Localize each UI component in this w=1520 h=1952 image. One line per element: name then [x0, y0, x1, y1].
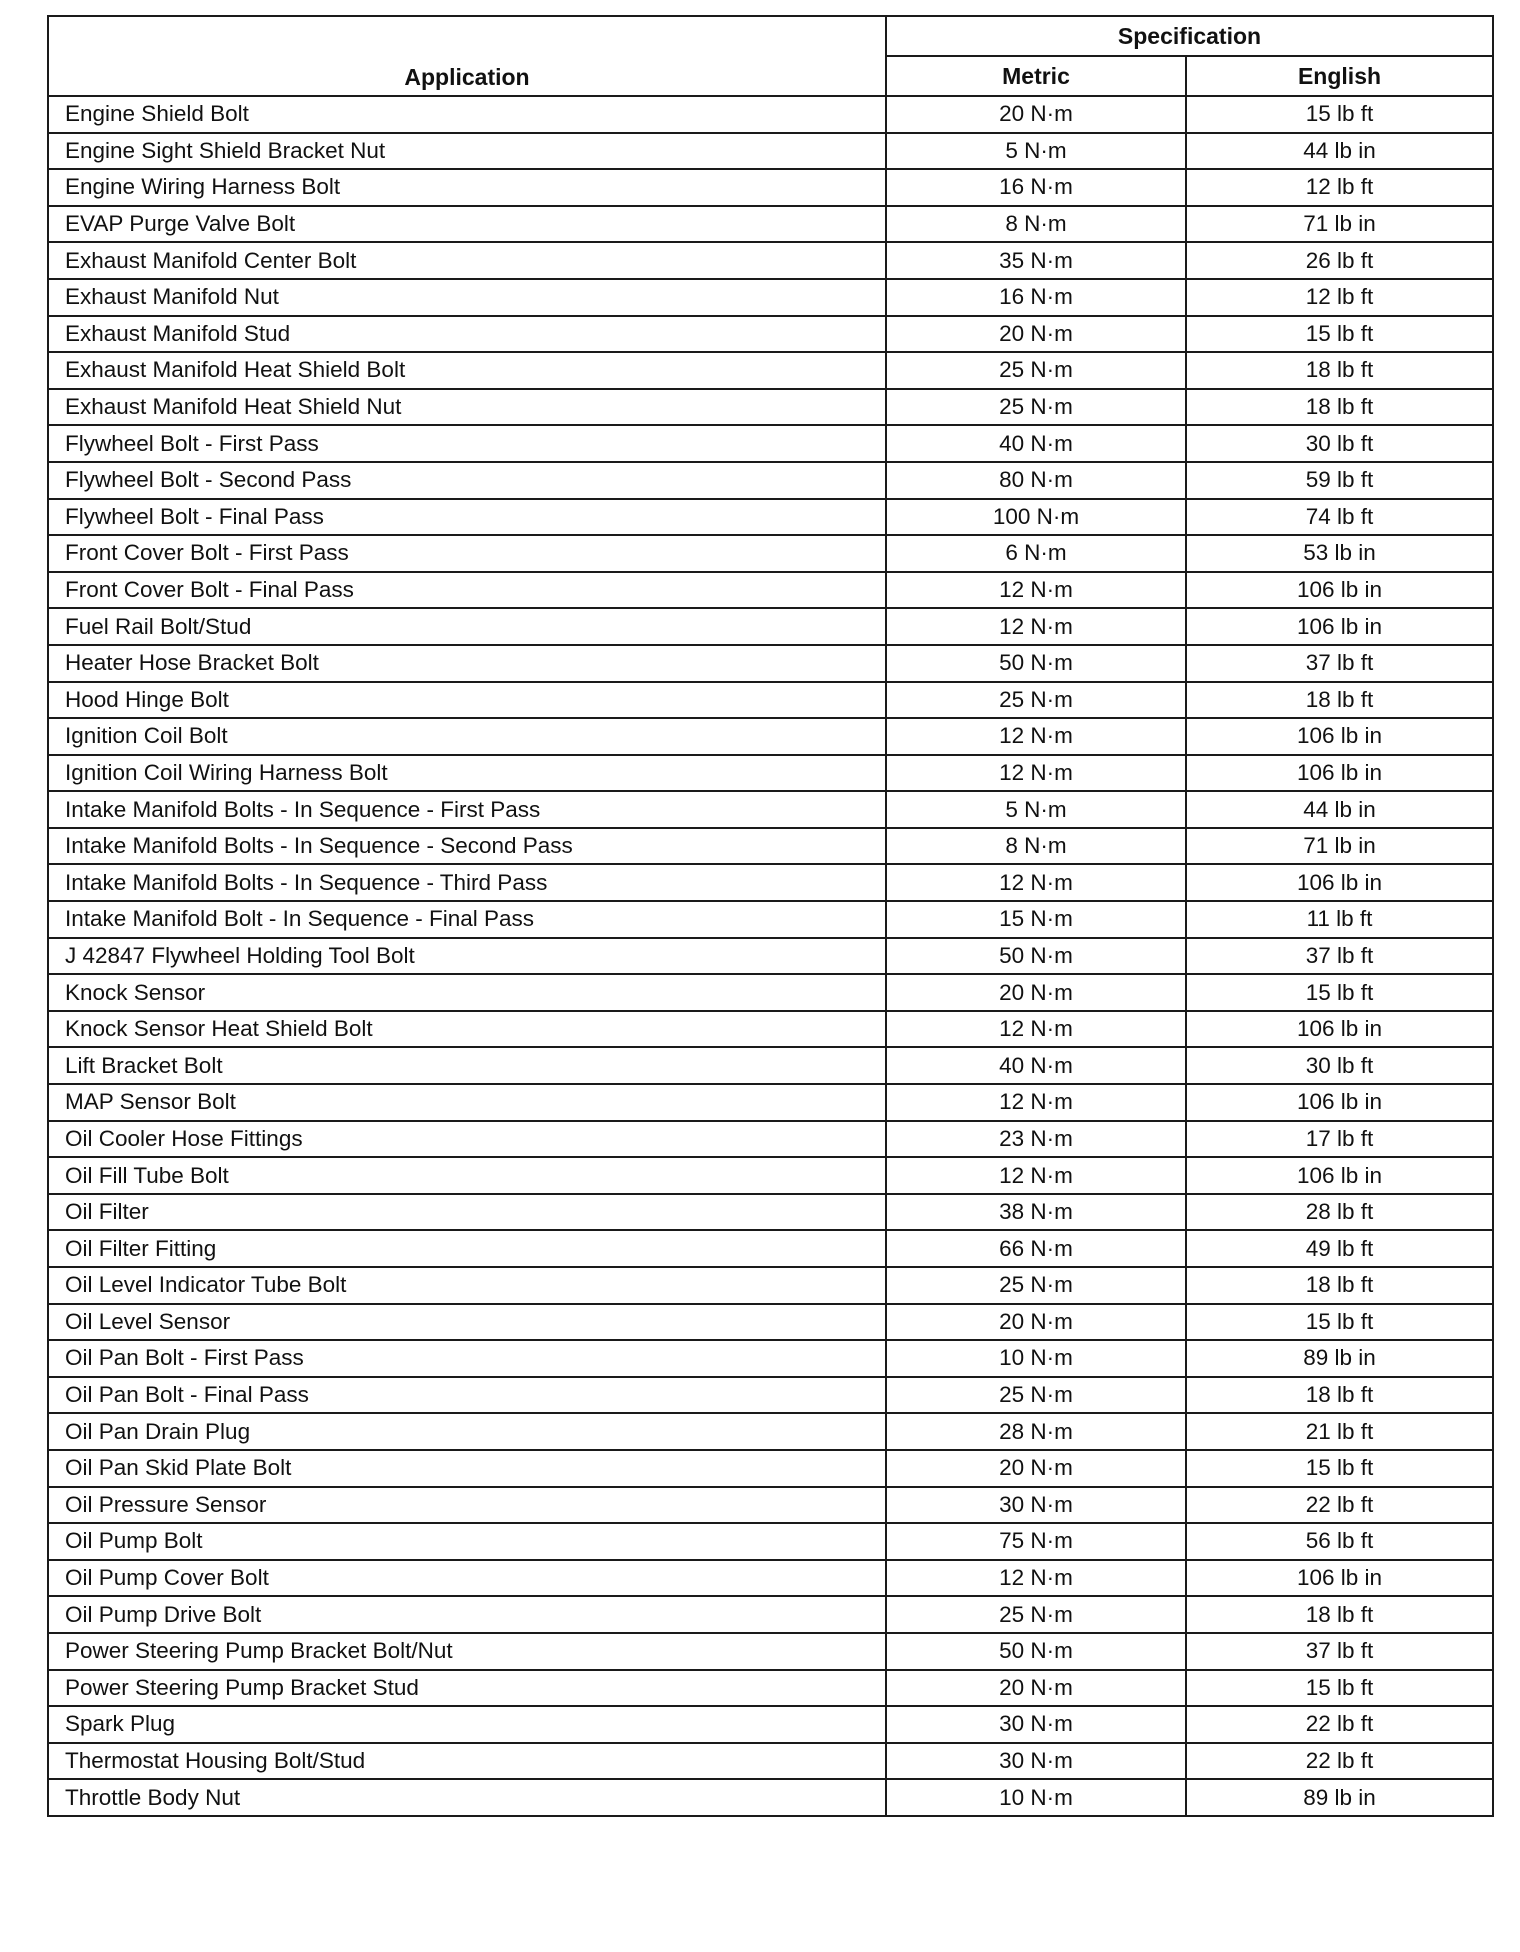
metric-cell: 50 N·m — [886, 938, 1186, 975]
application-cell: Oil Pump Cover Bolt — [48, 1560, 886, 1597]
english-cell: 22 lb ft — [1186, 1487, 1493, 1524]
application-cell: Front Cover Bolt - First Pass — [48, 535, 886, 572]
english-cell: 106 lb in — [1186, 1157, 1493, 1194]
table-row — [48, 718, 1493, 755]
metric-cell: 8 N·m — [886, 828, 1186, 865]
metric-cell: 12 N·m — [886, 718, 1186, 755]
english-cell: 30 lb ft — [1186, 425, 1493, 462]
application-cell: Oil Pan Skid Plate Bolt — [48, 1450, 886, 1487]
application-cell: Heater Hose Bracket Bolt — [48, 645, 886, 682]
english-cell: 44 lb in — [1186, 133, 1493, 170]
english-cell: 49 lb ft — [1186, 1230, 1493, 1267]
metric-cell: 100 N·m — [886, 499, 1186, 536]
metric-cell: 28 N·m — [886, 1413, 1186, 1450]
english-cell: 18 lb ft — [1186, 682, 1493, 719]
metric-cell: 20 N·m — [886, 96, 1186, 133]
english-cell: 106 lb in — [1186, 1084, 1493, 1121]
table-row — [48, 608, 1493, 645]
metric-cell: 16 N·m — [886, 169, 1186, 206]
application-cell: Engine Shield Bolt — [48, 96, 886, 133]
table-body — [48, 96, 1493, 1816]
english-cell: 74 lb ft — [1186, 499, 1493, 536]
application-cell: Oil Level Sensor — [48, 1304, 886, 1341]
metric-cell: 40 N·m — [886, 425, 1186, 462]
table-row — [48, 828, 1493, 865]
english-cell: 26 lb ft — [1186, 242, 1493, 279]
table-row — [48, 1670, 1493, 1707]
english-cell: 59 lb ft — [1186, 462, 1493, 499]
table-row — [48, 535, 1493, 572]
metric-cell: 6 N·m — [886, 535, 1186, 572]
table-row — [48, 279, 1493, 316]
table-row — [48, 1194, 1493, 1231]
metric-cell: 25 N·m — [886, 682, 1186, 719]
table-row — [48, 499, 1493, 536]
table-row — [48, 1487, 1493, 1524]
english-cell: 15 lb ft — [1186, 96, 1493, 133]
table-row — [48, 1047, 1493, 1084]
application-cell: Oil Pump Drive Bolt — [48, 1596, 886, 1633]
table-row — [48, 572, 1493, 609]
table-row — [48, 1011, 1493, 1048]
table-row — [48, 1413, 1493, 1450]
metric-cell: 10 N·m — [886, 1779, 1186, 1816]
english-cell: 12 lb ft — [1186, 279, 1493, 316]
metric-cell: 40 N·m — [886, 1047, 1186, 1084]
application-cell: Oil Filter Fitting — [48, 1230, 886, 1267]
application-cell: Engine Wiring Harness Bolt — [48, 169, 886, 206]
english-cell: 71 lb in — [1186, 206, 1493, 243]
english-cell: 22 lb ft — [1186, 1743, 1493, 1780]
application-cell: Oil Pump Bolt — [48, 1523, 886, 1560]
metric-cell: 66 N·m — [886, 1230, 1186, 1267]
english-cell: 106 lb in — [1186, 1560, 1493, 1597]
table-row — [48, 1523, 1493, 1560]
application-cell: Intake Manifold Bolts - In Sequence - First Pass — [48, 791, 886, 828]
english-cell: 106 lb in — [1186, 1011, 1493, 1048]
metric-cell: 25 N·m — [886, 352, 1186, 389]
application-cell: Spark Plug — [48, 1706, 886, 1743]
application-cell: Exhaust Manifold Stud — [48, 316, 886, 353]
table-row — [48, 206, 1493, 243]
english-cell: 21 lb ft — [1186, 1413, 1493, 1450]
english-cell: 15 lb ft — [1186, 316, 1493, 353]
metric-cell: 25 N·m — [886, 1596, 1186, 1633]
english-cell: 15 lb ft — [1186, 1670, 1493, 1707]
english-cell: 18 lb ft — [1186, 1596, 1493, 1633]
application-cell: Oil Pan Bolt - Final Pass — [48, 1377, 886, 1414]
metric-cell: 50 N·m — [886, 645, 1186, 682]
application-cell: Exhaust Manifold Heat Shield Nut — [48, 389, 886, 426]
metric-cell: 25 N·m — [886, 1377, 1186, 1414]
metric-cell: 50 N·m — [886, 1633, 1186, 1670]
application-cell: Exhaust Manifold Center Bolt — [48, 242, 886, 279]
table-row — [48, 1157, 1493, 1194]
table-row — [48, 1267, 1493, 1304]
table-row — [48, 1340, 1493, 1377]
table-row — [48, 755, 1493, 792]
english-cell: 28 lb ft — [1186, 1194, 1493, 1231]
metric-cell: 30 N·m — [886, 1743, 1186, 1780]
english-cell: 30 lb ft — [1186, 1047, 1493, 1084]
table-row — [48, 1596, 1493, 1633]
application-cell: Flywheel Bolt - Second Pass — [48, 462, 886, 499]
header-application: Application — [48, 16, 886, 96]
application-cell: Flywheel Bolt - Final Pass — [48, 499, 886, 536]
application-cell: Ignition Coil Bolt — [48, 718, 886, 755]
application-cell: J 42847 Flywheel Holding Tool Bolt — [48, 938, 886, 975]
header-english: English — [1186, 56, 1493, 96]
metric-cell: 20 N·m — [886, 1304, 1186, 1341]
application-cell: Exhaust Manifold Nut — [48, 279, 886, 316]
english-cell: 11 lb ft — [1186, 901, 1493, 938]
application-cell: Oil Pan Bolt - First Pass — [48, 1340, 886, 1377]
table-row — [48, 1230, 1493, 1267]
table-row — [48, 791, 1493, 828]
application-cell: Knock Sensor Heat Shield Bolt — [48, 1011, 886, 1048]
metric-cell: 8 N·m — [886, 206, 1186, 243]
table-row — [48, 901, 1493, 938]
table-row — [48, 133, 1493, 170]
table-row — [48, 1743, 1493, 1780]
table-row — [48, 1084, 1493, 1121]
metric-cell: 30 N·m — [886, 1706, 1186, 1743]
english-cell: 71 lb in — [1186, 828, 1493, 865]
application-cell: Engine Sight Shield Bracket Nut — [48, 133, 886, 170]
english-cell: 56 lb ft — [1186, 1523, 1493, 1560]
application-cell: Oil Cooler Hose Fittings — [48, 1121, 886, 1158]
metric-cell: 25 N·m — [886, 389, 1186, 426]
table-row — [48, 682, 1493, 719]
table-row — [48, 316, 1493, 353]
application-cell: Oil Pressure Sensor — [48, 1487, 886, 1524]
application-cell: Exhaust Manifold Heat Shield Bolt — [48, 352, 886, 389]
table-row — [48, 462, 1493, 499]
application-cell: Oil Pan Drain Plug — [48, 1413, 886, 1450]
english-cell: 53 lb in — [1186, 535, 1493, 572]
application-cell: Oil Fill Tube Bolt — [48, 1157, 886, 1194]
metric-cell: 30 N·m — [886, 1487, 1186, 1524]
english-cell: 18 lb ft — [1186, 1267, 1493, 1304]
metric-cell: 16 N·m — [886, 279, 1186, 316]
metric-cell: 80 N·m — [886, 462, 1186, 499]
application-cell: Ignition Coil Wiring Harness Bolt — [48, 755, 886, 792]
application-cell: Intake Manifold Bolt - In Sequence - Final Pass — [48, 901, 886, 938]
metric-cell: 5 N·m — [886, 791, 1186, 828]
header-metric: Metric — [886, 56, 1186, 96]
table-row — [48, 1377, 1493, 1414]
metric-cell: 12 N·m — [886, 864, 1186, 901]
metric-cell: 12 N·m — [886, 755, 1186, 792]
application-cell: Oil Level Indicator Tube Bolt — [48, 1267, 886, 1304]
metric-cell: 38 N·m — [886, 1194, 1186, 1231]
english-cell: 89 lb in — [1186, 1340, 1493, 1377]
table-row — [48, 1121, 1493, 1158]
table-row — [48, 645, 1493, 682]
application-cell: EVAP Purge Valve Bolt — [48, 206, 886, 243]
table-row — [48, 389, 1493, 426]
table-row — [48, 1706, 1493, 1743]
application-cell: Fuel Rail Bolt/Stud — [48, 608, 886, 645]
english-cell: 22 lb ft — [1186, 1706, 1493, 1743]
table-row — [48, 169, 1493, 206]
english-cell: 15 lb ft — [1186, 1450, 1493, 1487]
application-cell: Oil Filter — [48, 1194, 886, 1231]
metric-cell: 12 N·m — [886, 572, 1186, 609]
english-cell: 37 lb ft — [1186, 1633, 1493, 1670]
torque-spec-table — [47, 15, 1494, 1817]
metric-cell: 10 N·m — [886, 1340, 1186, 1377]
metric-cell: 5 N·m — [886, 133, 1186, 170]
table-row — [48, 96, 1493, 133]
metric-cell: 23 N·m — [886, 1121, 1186, 1158]
table-row — [48, 242, 1493, 279]
application-cell: Intake Manifold Bolts - In Sequence - Third Pass — [48, 864, 886, 901]
table-row — [48, 1304, 1493, 1341]
metric-cell: 20 N·m — [886, 316, 1186, 353]
application-cell: MAP Sensor Bolt — [48, 1084, 886, 1121]
application-cell: Hood Hinge Bolt — [48, 682, 886, 719]
application-cell: Thermostat Housing Bolt/Stud — [48, 1743, 886, 1780]
english-cell: 106 lb in — [1186, 718, 1493, 755]
metric-cell: 35 N·m — [886, 242, 1186, 279]
english-cell: 106 lb in — [1186, 864, 1493, 901]
application-cell: Throttle Body Nut — [48, 1779, 886, 1816]
metric-cell: 20 N·m — [886, 974, 1186, 1011]
table-row — [48, 1450, 1493, 1487]
metric-cell: 12 N·m — [886, 1084, 1186, 1121]
metric-cell: 15 N·m — [886, 901, 1186, 938]
header-row-top — [48, 16, 1493, 56]
application-cell: Lift Bracket Bolt — [48, 1047, 886, 1084]
english-cell: 12 lb ft — [1186, 169, 1493, 206]
table-row — [48, 1560, 1493, 1597]
table-header — [48, 16, 1493, 96]
application-cell: Knock Sensor — [48, 974, 886, 1011]
application-cell: Flywheel Bolt - First Pass — [48, 425, 886, 462]
metric-cell: 75 N·m — [886, 1523, 1186, 1560]
table-row — [48, 425, 1493, 462]
application-cell: Front Cover Bolt - Final Pass — [48, 572, 886, 609]
application-cell: Power Steering Pump Bracket Bolt/Nut — [48, 1633, 886, 1670]
table-row — [48, 938, 1493, 975]
english-cell: 17 lb ft — [1186, 1121, 1493, 1158]
english-cell: 44 lb in — [1186, 791, 1493, 828]
english-cell: 18 lb ft — [1186, 1377, 1493, 1414]
english-cell: 18 lb ft — [1186, 352, 1493, 389]
header-specification: Specification — [886, 16, 1493, 56]
application-cell: Power Steering Pump Bracket Stud — [48, 1670, 886, 1707]
table-row — [48, 352, 1493, 389]
table-row — [48, 974, 1493, 1011]
english-cell: 106 lb in — [1186, 755, 1493, 792]
english-cell: 37 lb ft — [1186, 645, 1493, 682]
english-cell: 89 lb in — [1186, 1779, 1493, 1816]
english-cell: 18 lb ft — [1186, 389, 1493, 426]
metric-cell: 25 N·m — [886, 1267, 1186, 1304]
metric-cell: 20 N·m — [886, 1450, 1186, 1487]
metric-cell: 12 N·m — [886, 608, 1186, 645]
application-cell: Intake Manifold Bolts - In Sequence - Second Pass — [48, 828, 886, 865]
table-row — [48, 1633, 1493, 1670]
metric-cell: 20 N·m — [886, 1670, 1186, 1707]
english-cell: 37 lb ft — [1186, 938, 1493, 975]
table-row — [48, 1779, 1493, 1816]
english-cell: 15 lb ft — [1186, 974, 1493, 1011]
english-cell: 106 lb in — [1186, 572, 1493, 609]
english-cell: 15 lb ft — [1186, 1304, 1493, 1341]
table-row — [48, 864, 1493, 901]
metric-cell: 12 N·m — [886, 1157, 1186, 1194]
metric-cell: 12 N·m — [886, 1011, 1186, 1048]
english-cell: 106 lb in — [1186, 608, 1493, 645]
metric-cell: 12 N·m — [886, 1560, 1186, 1597]
